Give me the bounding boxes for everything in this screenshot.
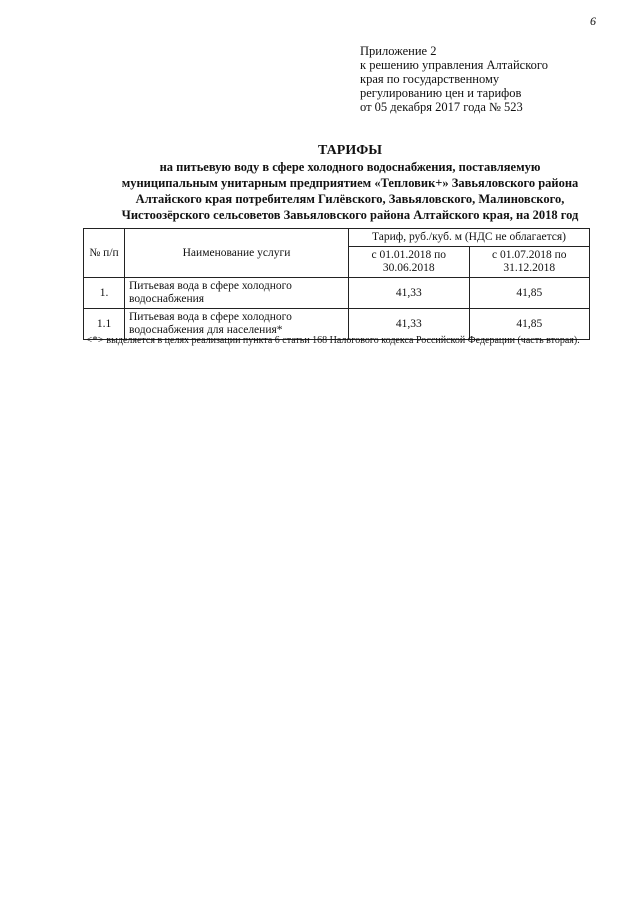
tariff-table	[83, 228, 590, 340]
row-tariff-period-1: 41,33	[349, 278, 470, 309]
row-service-name: Питьевая вода в сфере холодного водоснабжения для населения*	[125, 309, 349, 340]
footnote-text: выделяется в целях реализации пункта 6 статьи 168 Налогового кодекса Российской Федерации (часть вторая).	[106, 335, 580, 346]
title-line: муниципальным унитарным предприятием «Тепловик+» Завьяловского района	[121, 176, 579, 190]
title-subtitle	[80, 159, 620, 223]
table-row	[84, 278, 590, 309]
title-line: Чистоозёрского сельсоветов Завьяловского района Алтайского края, на 2018 год	[121, 208, 579, 222]
header-num: № п/п	[84, 229, 125, 278]
header-tariff-group: Тариф, руб./куб. м (НДС не облагается)	[349, 229, 590, 247]
footnote	[86, 334, 592, 347]
page-number: 6	[590, 14, 596, 28]
row-tariff-period-2: 41,85	[469, 309, 590, 340]
footnote-mark: <*>	[86, 334, 104, 346]
header-period-2: с 01.07.2018 по 31.12.2018	[469, 247, 590, 278]
row-service-name: Питьевая вода в сфере холодного водоснабжения	[125, 278, 349, 309]
title-line: Алтайского края потребителям Гилёвского, Завьяловского, Малиновского,	[135, 192, 565, 206]
row-num: 1.	[84, 278, 125, 309]
appendix-line: края по государственному	[360, 72, 500, 86]
row-tariff-period-1: 41,33	[349, 309, 470, 340]
header-period-1: с 01.01.2018 по 30.06.2018	[349, 247, 470, 278]
row-tariff-period-2: 41,85	[469, 278, 590, 309]
header-service-name: Наименование услуги	[125, 229, 349, 278]
appendix-line: Приложение 2	[360, 44, 437, 58]
table-header-row	[84, 229, 590, 247]
appendix-line: к решению управления Алтайского	[360, 58, 548, 72]
appendix-line: регулированию цен и тарифов	[360, 86, 522, 100]
appendix-line: от 05 декабря 2017 года № 523	[360, 100, 523, 114]
appendix-block	[360, 44, 600, 114]
row-num: 1.1	[84, 309, 125, 340]
title-line: на питьевую воду в сфере холодного водоснабжения, поставляемую	[159, 160, 541, 174]
title-main: ТАРИФЫ	[318, 143, 382, 158]
document-title	[80, 142, 620, 223]
